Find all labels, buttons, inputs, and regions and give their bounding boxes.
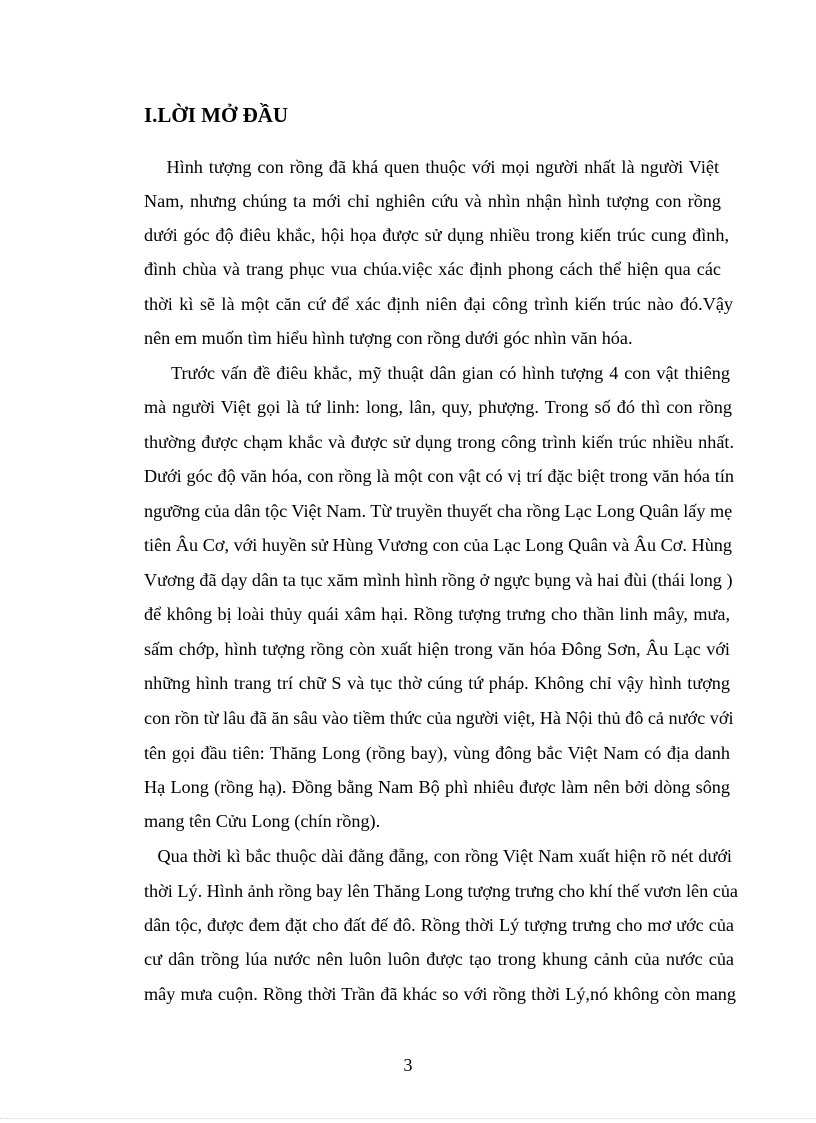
text-line: mây mưa cuộn. Rồng thời Trần đã khác so với rồng thời Lý,nó không còn mang — [144, 984, 736, 1004]
section-heading: I.LỜI MỞ ĐẦU — [144, 103, 289, 127]
text-line: tên gọi đầu tiên: Thăng Long (rồng bay), vùng đông bắc Việt Nam có địa danh — [144, 743, 730, 763]
text-line: nên em muốn tìm hiểu hình tượng con rồng dưới góc nhìn văn hóa. — [144, 328, 633, 348]
text-line: Qua thời kì bắc thuộc dài đằng đẵng, con rồng Việt Nam xuất hiện rõ nét dưới — [157, 846, 732, 866]
text-line: Dưới góc độ văn hóa, con rồng là một con vật có vị trí đặc biệt trong văn hóa tín — [144, 466, 734, 486]
text-line: để không bị loài thủy quái xâm hại. Rồng tượng trưng cho thần linh mây, mưa, — [144, 604, 730, 624]
text-line: con rồn từ lâu đã ăn sâu vào tiềm thức của người việt, Hà Nội thủ đô cả nước với — [144, 708, 734, 728]
text-line: đình chùa và trang phục vua chúa.việc xác định phong cách thể hiện qua các — [144, 259, 721, 279]
text-line: Vương đã dạy dân ta tục xăm mình hình rồng ở ngực bụng và hai đùi (thái long ) — [144, 570, 733, 590]
text-line: Trước vấn đề điêu khắc, mỹ thuật dân gian có hình tượng 4 con vật thiêng — [171, 363, 730, 383]
text-line: tiên Âu Cơ, với huyền sử Hùng Vương con của Lạc Long Quân và Âu Cơ. Hùng — [144, 535, 732, 555]
page-bottom-border — [0, 1118, 816, 1119]
text-line: ngưỡng của dân tộc Việt Nam. Từ truyền thuyết cha rồng Lạc Long Quân lấy mẹ — [144, 501, 733, 521]
text-line: những hình trang trí chữ S và tục thờ cúng tứ pháp. Không chỉ vậy hình tượng — [144, 673, 730, 693]
text-line: Hạ Long (rồng hạ). Đồng bằng Nam Bộ phì nhiêu được làm nên bởi dòng sông — [144, 777, 730, 797]
text-line: Hình tượng con rồng đã khá quen thuộc với mọi người nhất là người Việt — [166, 157, 719, 177]
text-line: thường được chạm khắc và được sử dụng trong công trình kiến trúc nhiều nhất. — [144, 432, 734, 452]
text-line: mà người Việt gọi là tứ linh: long, lân, quy, phượng. Trong số đó thì con rồng — [144, 397, 732, 417]
text-line: thời Lý. Hình ảnh rồng bay lên Thăng Long tượng trưng cho khí thế vươn lên của — [144, 881, 739, 901]
page-number: 3 — [403, 1055, 413, 1075]
text-line: mang tên Cửu Long (chín rồng). — [144, 811, 381, 831]
text-line: sấm chớp, hình tượng rồng còn xuất hiện trong văn hóa Đông Sơn, Âu Lạc với — [144, 639, 730, 659]
text-line: Nam, nhưng chúng ta mới chỉ nghiên cứu và nhìn nhận hình tượng con rồng — [144, 191, 721, 211]
text-line: thời kì sẽ là một căn cứ để xác định niên đại công trình kiến trúc nào đó.Vậy — [144, 294, 733, 314]
text-line: dưới góc độ điêu khắc, hội họa được sử dụng nhiều trong kiến trúc cung đình, — [144, 225, 729, 245]
text-line: cư dân trồng lúa nước nên luôn luôn được tạo trong khung cảnh của nước của — [144, 949, 734, 969]
text-line: dân tộc, được đem đặt cho đất đế đô. Rồng thời Lý tượng trưng cho mơ ước của — [144, 915, 734, 935]
